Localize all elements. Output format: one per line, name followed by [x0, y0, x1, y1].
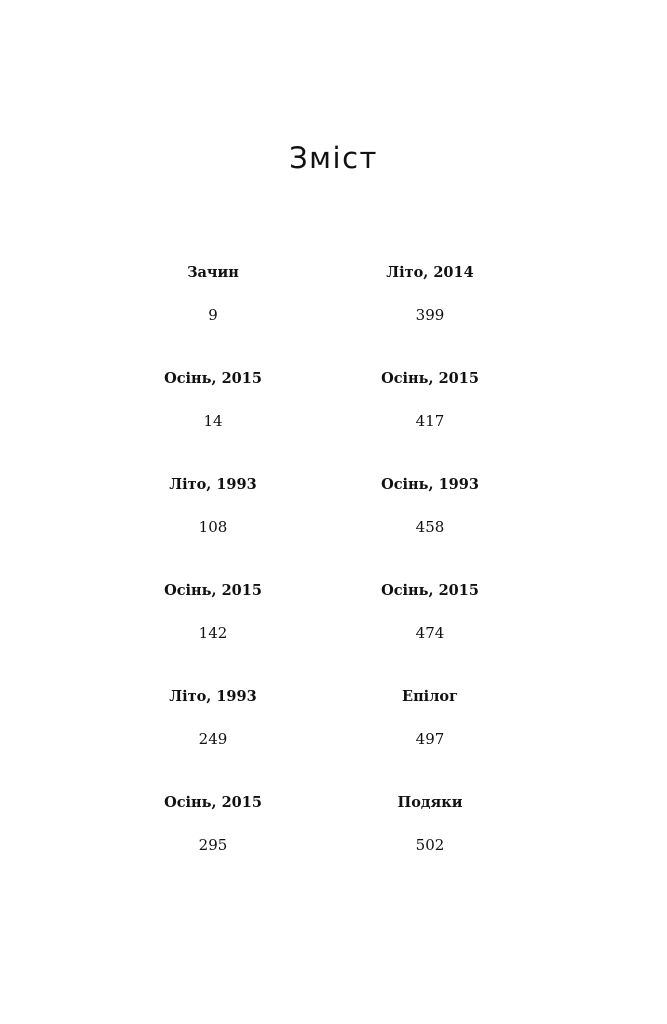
toc-entry-page: 417	[415, 412, 445, 430]
toc-entry-page: 474	[415, 624, 445, 642]
toc-entry-page: 399	[415, 306, 445, 324]
page-title: Зміст	[289, 141, 378, 176]
toc-entry-title: Осінь, 2015	[381, 582, 479, 599]
toc-entry-title: Літо, 2014	[386, 264, 474, 281]
toc-entry-title: Епілог	[402, 688, 458, 705]
toc-entry-title: Зачин	[187, 264, 239, 281]
toc-entry-page: 9	[208, 306, 218, 324]
toc-entry-page: 14	[203, 412, 223, 430]
toc-entry-title: Осінь, 1993	[381, 476, 479, 493]
toc-entry-page: 502	[415, 836, 445, 854]
toc-entry-title: Осінь, 2015	[381, 370, 479, 387]
toc-entry-page: 108	[198, 518, 228, 536]
toc-entry-page: 295	[198, 836, 228, 854]
toc-entry-page: 142	[198, 624, 228, 642]
toc-entry-page: 249	[198, 730, 228, 748]
toc-entry-page: 458	[415, 518, 445, 536]
toc-entry-page: 497	[415, 730, 445, 748]
toc-entry-title: Літо, 1993	[169, 476, 257, 493]
toc-entry-title: Подяки	[397, 794, 463, 811]
toc-entry-title: Осінь, 2015	[164, 794, 262, 811]
toc-entry-title: Осінь, 2015	[164, 370, 262, 387]
toc-entry-title: Осінь, 2015	[164, 582, 262, 599]
toc-entry-title: Літо, 1993	[169, 688, 257, 705]
